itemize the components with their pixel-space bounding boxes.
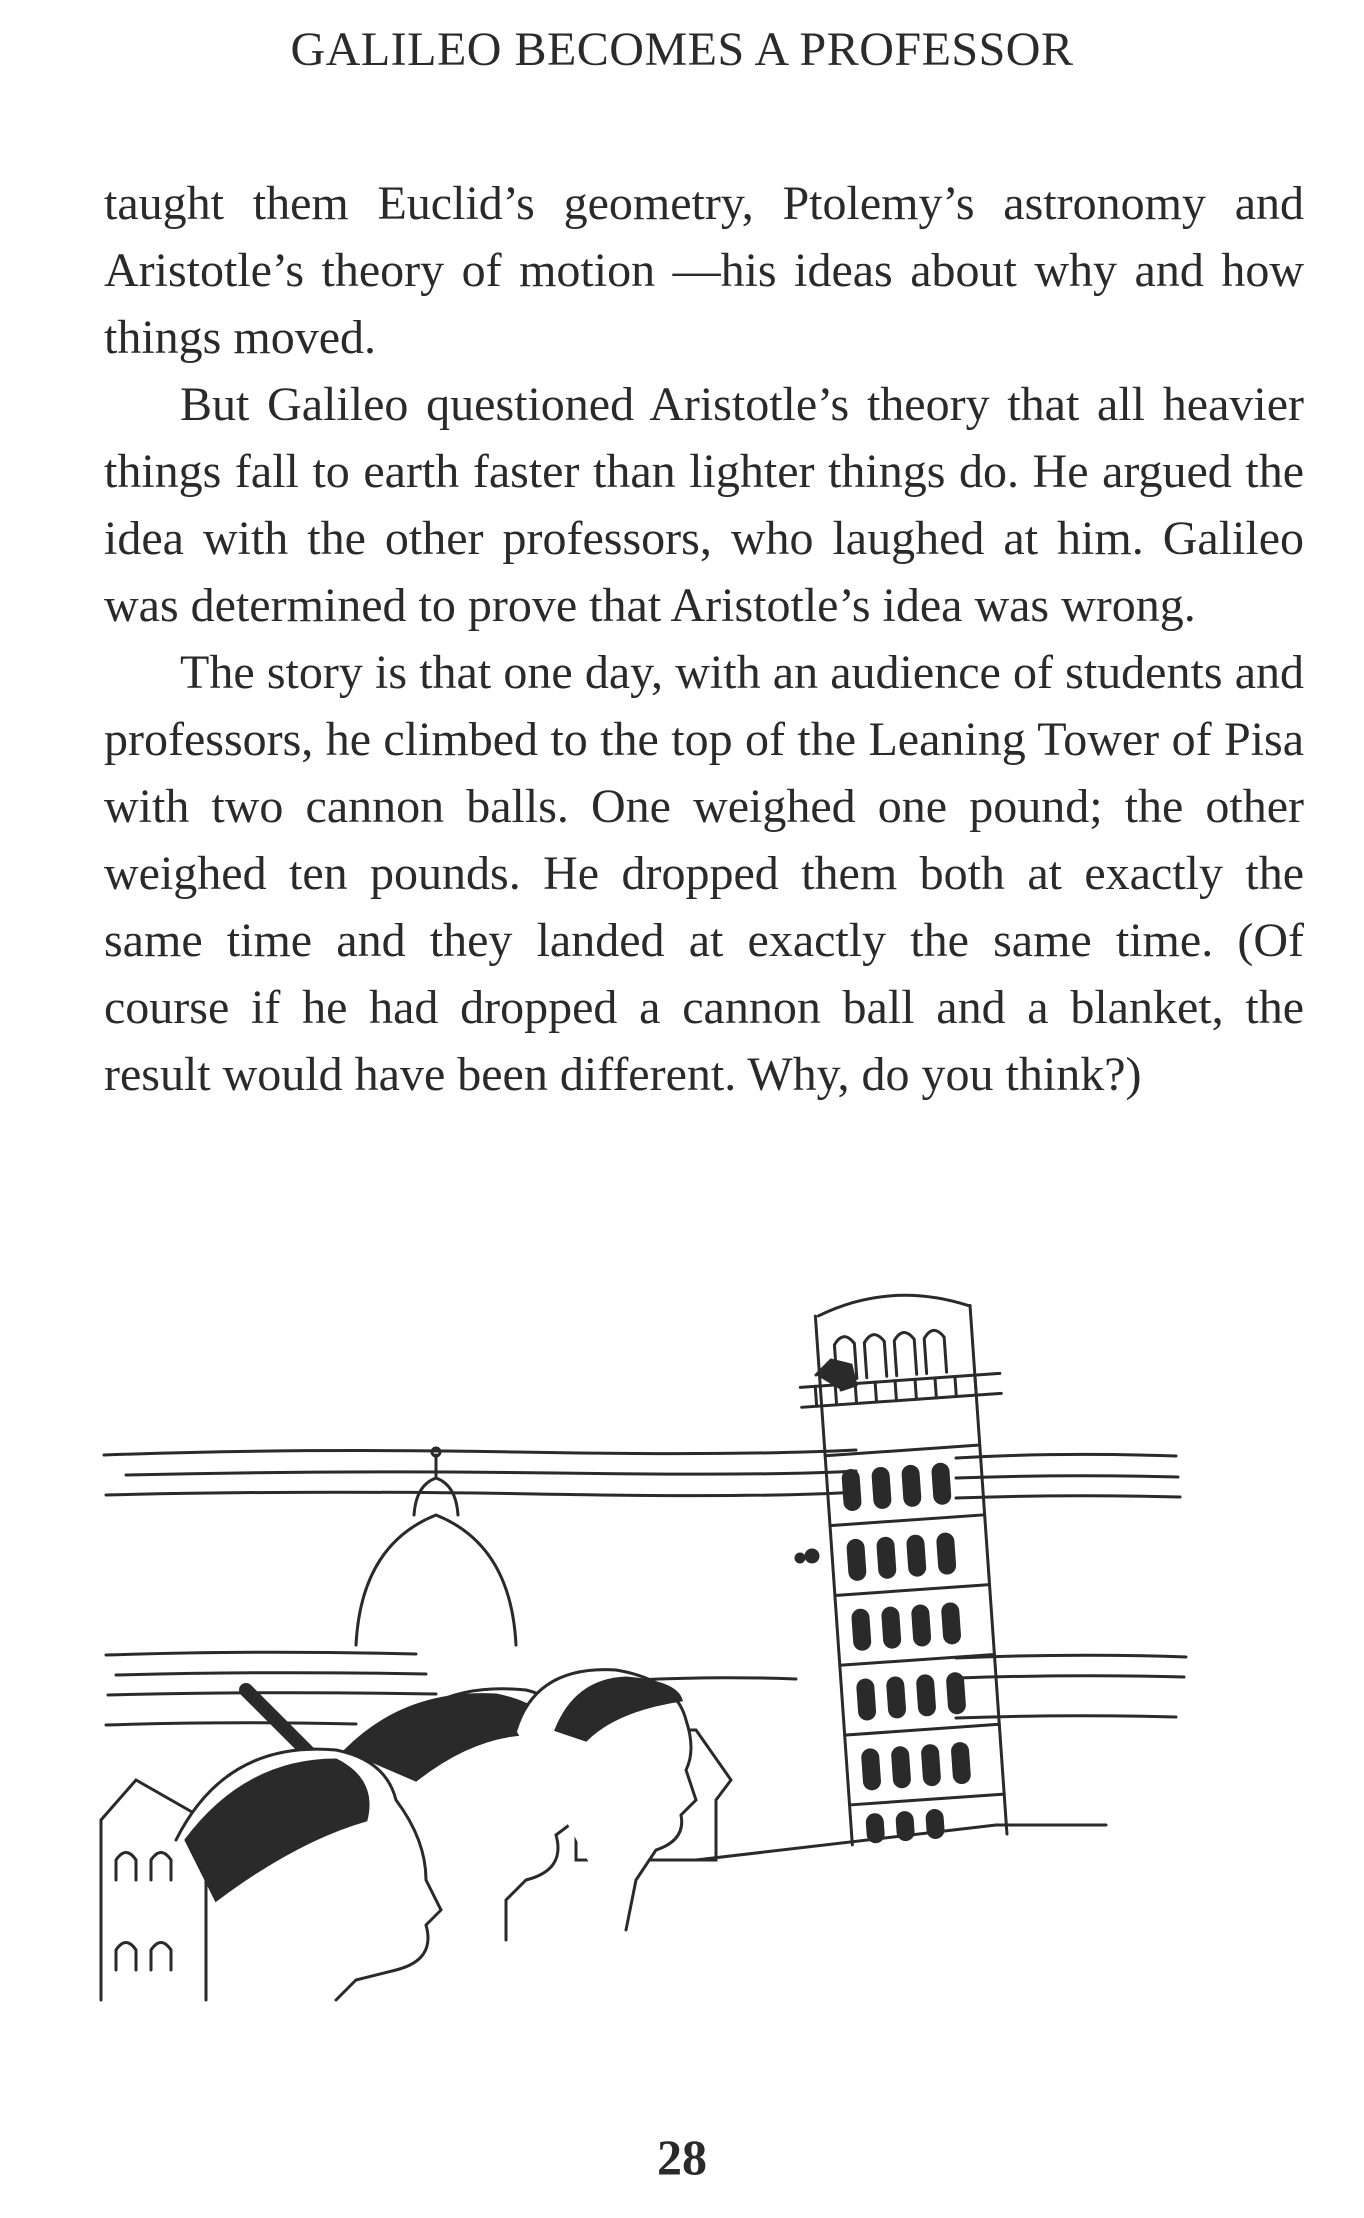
paragraph-1: taught them Euclid’s geometry, Ptolemy’s astronomy and Aristotle’s theory of motion —his ideas about why and how things moved.: [104, 177, 1304, 364]
cannon-ball-large: [806, 1550, 818, 1562]
paragraph-2: But Galileo questioned Aristotle’s theory that all heavier things fall to earth faster than lighter things do. He argued the idea with the other professors, who laughed at him. Galileo was determined to prove that Aristotle’s idea was wrong.: [104, 378, 1304, 632]
onlookers: [176, 1670, 696, 2000]
cathedral-dome: [356, 1448, 516, 1645]
leaning-tower-illustration: [96, 1280, 1276, 2010]
paragraph-3: The story is that one day, with an audience of students and professors, he climbed to the top of the Leaning Tower of Pisa with two cannon balls. One weighed one pound; the other weighed ten pounds. He dropped them both at exactly the same time and they landed at exactly the same time. (Of course if he had dropped a cannon ball and a blanket, the result would have been different. Why, do you think?): [104, 646, 1304, 1101]
cannon-ball-small: [796, 1554, 804, 1562]
running-title: GALILEO BECOMES A PROFESSOR: [290, 23, 1074, 76]
page-number: 28: [657, 2129, 707, 2185]
body-text: [104, 170, 1304, 1108]
